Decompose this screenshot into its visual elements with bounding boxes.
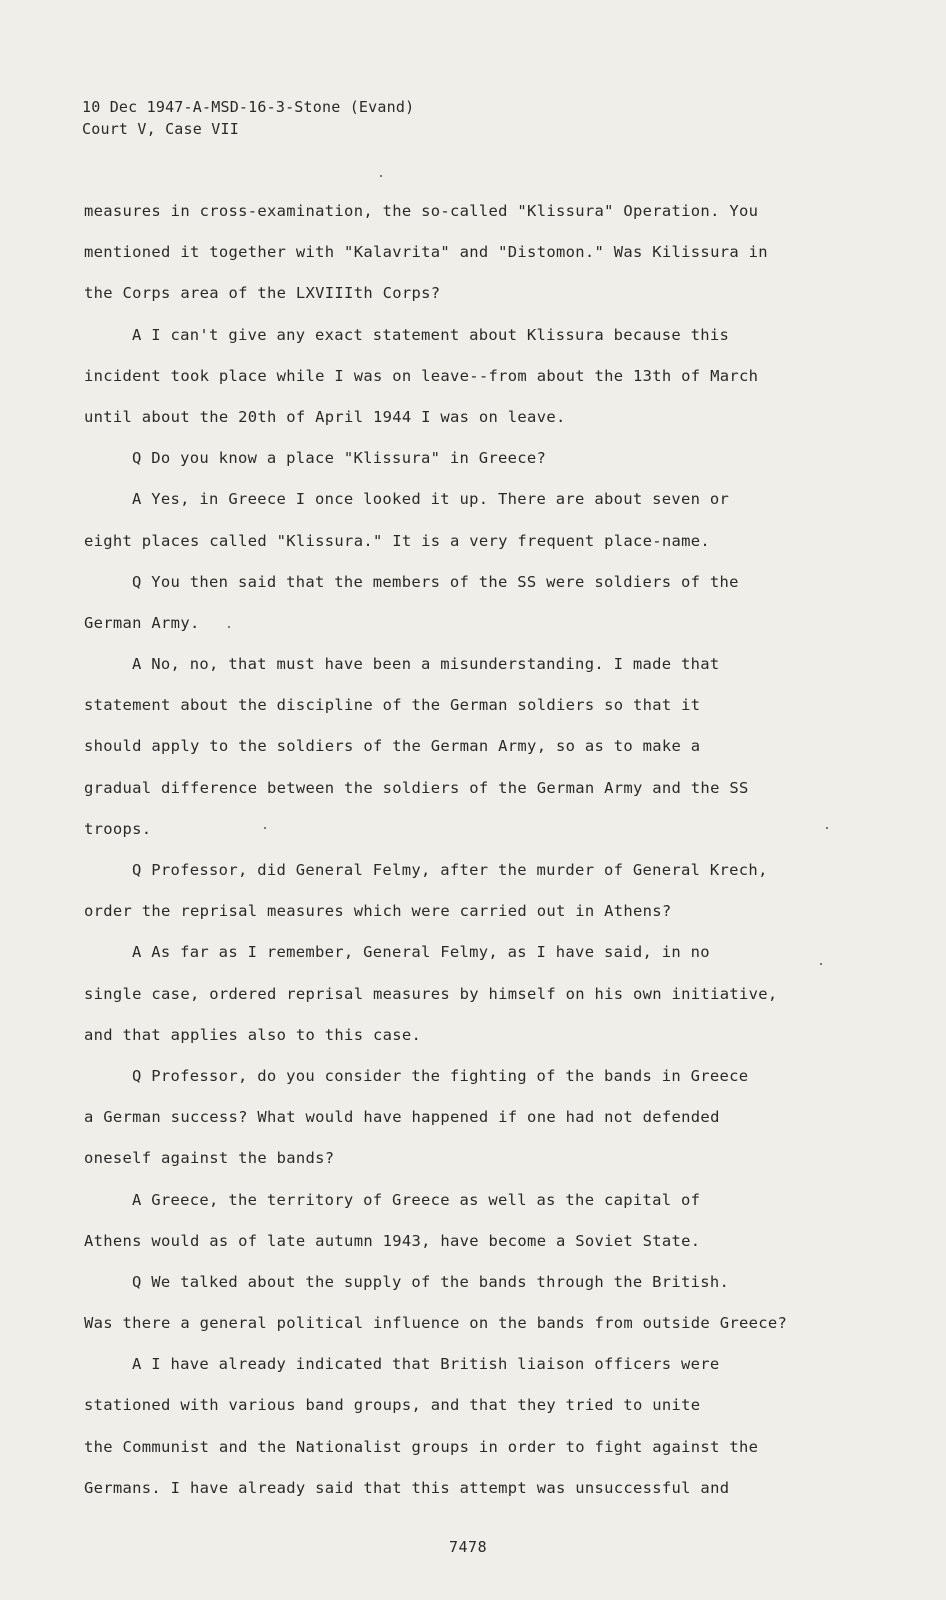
transcript-line: stationed with various band groups, and that they tried to unite: [84, 1396, 701, 1415]
transcript-line: Athens would as of late autumn 1943, have become a Soviet State.: [84, 1231, 701, 1250]
transcript-line: statement about the discipline of the German soldiers so that it: [84, 696, 701, 715]
transcript-line: Q Professor, did General Felmy, after the murder of General Krech,: [132, 861, 768, 879]
transcript-line: A Yes, in Greece I once looked it up. There are about seven or: [132, 490, 730, 509]
transcript-line: order the reprisal measures which were carried out in Athens?: [84, 902, 672, 921]
transcript-body: [84, 199, 874, 1517]
page-number: 7478: [449, 1538, 488, 1556]
transcript-line: Q We talked about the supply of the bands through the British.: [132, 1272, 730, 1291]
transcript-line: German Army.: [84, 613, 200, 632]
document-header: [82, 96, 414, 140]
transcript-line: Was there a general political influence on the bands from outside Greece?: [84, 1314, 788, 1333]
transcript-line: mentioned it together with "Kalavrita" and "Distomon." Was Kilissura in: [84, 243, 768, 262]
transcript-line: should apply to the soldiers of the German Army, so as to make a: [84, 737, 701, 756]
header-court-line: Court V, Case VII: [82, 120, 239, 138]
transcript-line: A No, no, that must have been a misunderstanding. I made that: [132, 655, 720, 674]
transcript-line: Germans. I have already said that this attempt was unsuccessful and: [84, 1478, 730, 1497]
transcript-line: A I can't give any exact statement about Klissura because this: [132, 325, 730, 344]
transcript-line: the Corps area of the LXVIIIth Corps?: [84, 284, 441, 303]
transcript-line: troops.: [84, 819, 152, 838]
transcript-line: eight places called "Klissura." It is a very frequent place-name.: [84, 531, 711, 550]
transcript-line: Q Professor, do you consider the fighting of the bands in Greece: [132, 1066, 749, 1085]
transcript-line: and that applies also to this case.: [84, 1025, 422, 1044]
transcript-line: A As far as I remember, General Felmy, as I have said, in no: [132, 943, 710, 962]
paper-speck: [264, 827, 266, 829]
transcript-line: incident took place while I was on leave--from about the 13th of March: [84, 366, 759, 385]
transcript-line: until about the 20th of April 1944 I was on leave.: [84, 407, 566, 426]
header-reference-line: 10 Dec 1947-A-MSD-16-3-Stone (Evand): [82, 98, 415, 116]
transcript-line: A I have already indicated that British liaison officers were: [132, 1355, 720, 1374]
transcript-line: measures in cross-examination, the so-called "Klissura" Operation. You: [84, 202, 759, 220]
transcript-line: Q You then said that the members of the SS were soldiers of the: [132, 572, 739, 591]
transcript-line: oneself against the bands?: [84, 1149, 335, 1168]
paper-speck: [820, 963, 822, 965]
paper-speck: [380, 175, 382, 177]
transcript-line: a German success? What would have happened if one had not defended: [84, 1108, 720, 1127]
transcript-line: Q Do you know a place "Klissura" in Greece?: [132, 449, 547, 468]
paper-speck: [826, 827, 828, 829]
transcript-line: gradual difference between the soldiers of the German Army and the SS: [84, 778, 749, 797]
transcript-line: A Greece, the territory of Greece as well as the capital of: [132, 1190, 701, 1209]
transcript-line: the Communist and the Nationalist groups in order to fight against the: [84, 1437, 759, 1456]
transcript-line: single case, ordered reprisal measures by himself on his own initiative,: [84, 984, 778, 1003]
paper-speck: [228, 626, 230, 628]
